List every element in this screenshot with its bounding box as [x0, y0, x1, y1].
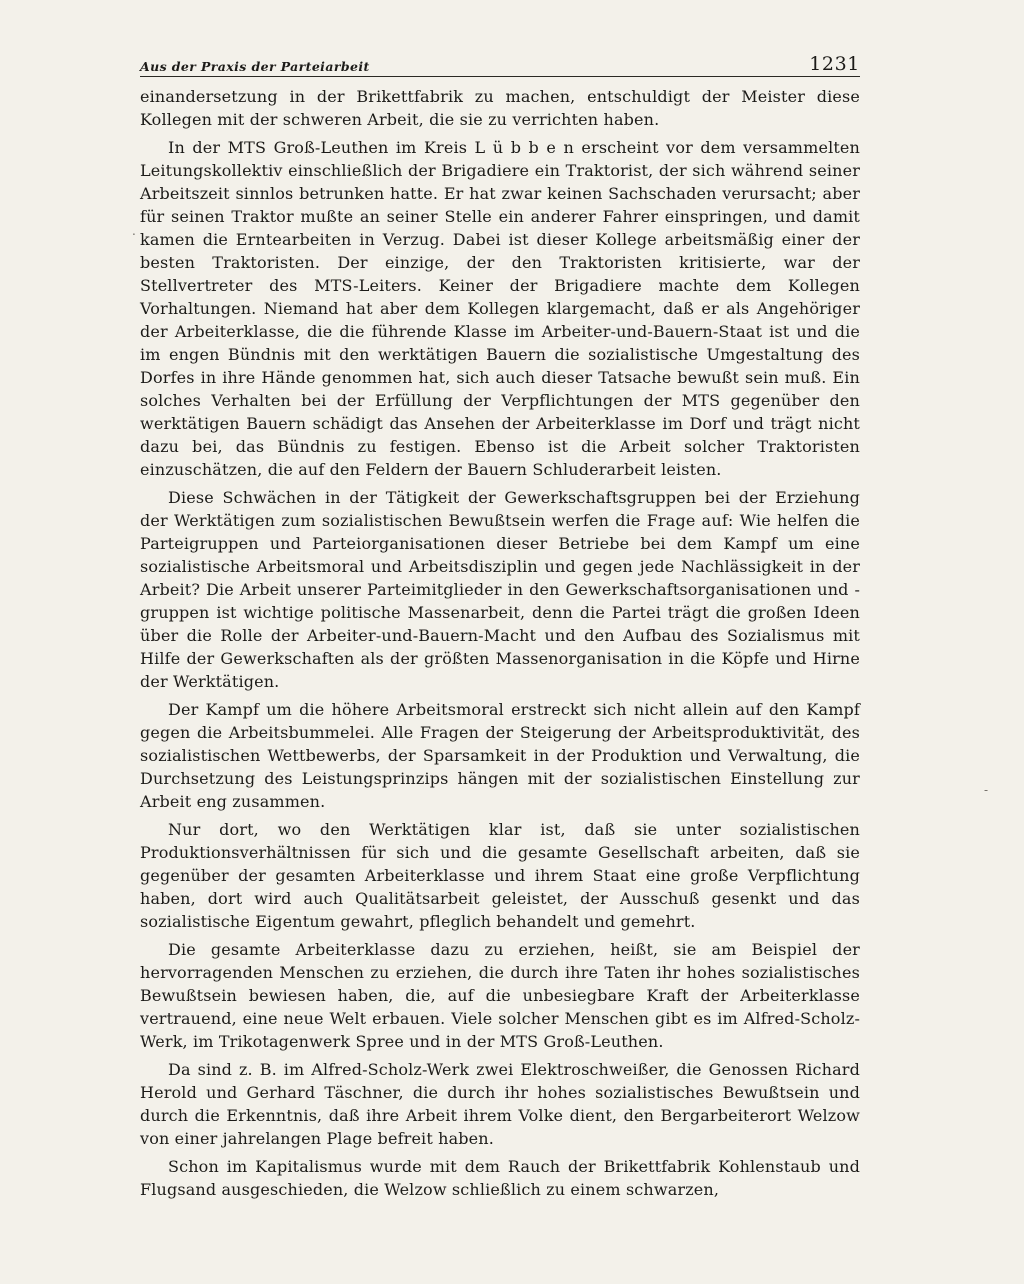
scan-speck: . [132, 224, 136, 238]
body-text [140, 85, 860, 1201]
paragraph: einandersetzung in der Brikettfabrik zu machen, entschuldigt der Meister diese Kollegen mit der schweren Arbeit, die sie zu verrichten haben. [140, 87, 860, 129]
paragraph: Nur dort, wo den Werktätigen klar ist, daß sie unter sozialistischen Produktionsverhältnissen für sich und die gesamte Gesellschaft arbeiten, daß sie gegenüber der gesamten Arbeiterklasse und ihrem Staat eine große Verpflichtung haben, dort wird auch Qualitätsarbeit geleistet, der Ausschuß gesenkt und das sozialistische Eigentum gewahrt, pfleglich behandelt und gemehrt. [140, 820, 860, 931]
paragraph: Die gesamte Arbeiterklasse dazu zu erziehen, heißt, sie am Beispiel der hervorragenden Menschen zu erziehen, die durch ihre Taten ihr hohes sozialistisches Bewußtsein bewiesen haben, die, auf die unbesiegbare Kraft der Arbeiterklasse vertrauend, eine neue Welt erbauen. Viele solcher Menschen gibt es im Alfred-Scholz-Werk, im Trikotagenwerk Spree und in der MTS Groß-Leuthen. [140, 940, 860, 1051]
scan-speck: - [984, 783, 989, 797]
paragraph: Da sind z. B. im Alfred-Scholz-Werk zwei Elektroschweißer, die Genossen Richard Herold und Gerhard Täschner, die durch ihr hohes sozialistisches Bewußtsein und durch die Erkenntnis, daß ihre Arbeit ihrem Volke dient, den Bergarbeiterort Welzow von einer jahrelangen Plage befreit haben. [140, 1060, 860, 1148]
page-number: 1231 [809, 53, 860, 75]
paragraph: Diese Schwächen in der Tätigkeit der Gewerkschaftsgruppen bei der Erziehung der Werktätigen zum sozialistischen Bewußtsein werfen die Frage auf: Wie helfen die Parteigruppen und Parteiorganisationen dieser Betriebe bei dem Kampf um eine sozialistische Arbeitsmoral und Arbeitsdisziplin und gegen jede Nachlässigkeit in der Arbeit? Die Arbeit unserer Parteimitglieder in den Gewerkschaftsorganisationen und -gruppen ist wichtige politische Massenarbeit, denn die Partei trägt die großen Ideen über die Rolle der Arbeiter-und-Bauern-Macht und den Aufbau des Sozialismus mit Hilfe der Gewerkschaften als der größten Massenorganisation in die Köpfe und Hirne der Werktätigen. [140, 488, 860, 691]
paragraph: In der MTS Groß-Leuthen im Kreis L ü b b e n erscheint vor dem versammelten Leitungskollektiv einschließlich der Brigadiere ein Traktorist, der sich während seiner Arbeitszeit sinnlos betrunken hatte. Er hat zwar keinen Sachschaden verursacht; aber für seinen Traktor mußte an seiner Stelle ein anderer Fahrer einspringen, und damit kamen die Erntearbeiten in Verzug. Dabei ist dieser Kollege arbeitsmäßig einer der besten Traktoristen. Der einzige, der den Traktoristen kritisierte, war der Stellvertreter des MTS-Leiters. Keiner der Brigadiere machte dem Kollegen Vorhaltungen. Niemand hat aber dem Kollegen klargemacht, daß er als Angehöriger der Arbeiterklasse, die die führende Klasse im Arbeiter-und-Bauern-Staat ist und die im engen Bündnis mit den werktätigen Bauern die sozialistische Umgestaltung des Dorfes in ihre Hände genommen hat, sich auch dieser Tatsache bewußt sein muß. Ein solches Verhalten bei der Erfüllung der Verpflichtungen der MTS gegenüber den werktätigen Bauern schädigt das Ansehen der Arbeiterklasse im Dorf und trägt nicht dazu bei, das Bündnis zu festigen. Ebenso ist die Arbeit solcher Traktoristen einzuschätzen, die auf den Feldern der Bauern Schluderarbeit leisten. [140, 138, 860, 479]
running-head-title: Aus der Praxis der Parteiarbeit [140, 59, 370, 74]
running-head [140, 44, 860, 77]
book-page [140, 44, 860, 1201]
paragraph: Der Kampf um die höhere Arbeitsmoral erstreckt sich nicht allein auf den Kampf gegen die Arbeitsbummelei. Alle Fragen der Steigerung der Arbeitsproduktivität, des sozialistischen Wettbewerbs, der Sparsamkeit in der Produktion und Verwaltung, die Durchsetzung des Leistungsprinzips hängen mit der sozialistischen Einstellung zur Arbeit eng zusammen. [140, 700, 860, 811]
paragraph: Schon im Kapitalismus wurde mit dem Rauch der Brikettfabrik Kohlenstaub und Flugsand ausgeschieden, die Welzow schließlich zu einem schwarzen, [140, 1157, 860, 1199]
